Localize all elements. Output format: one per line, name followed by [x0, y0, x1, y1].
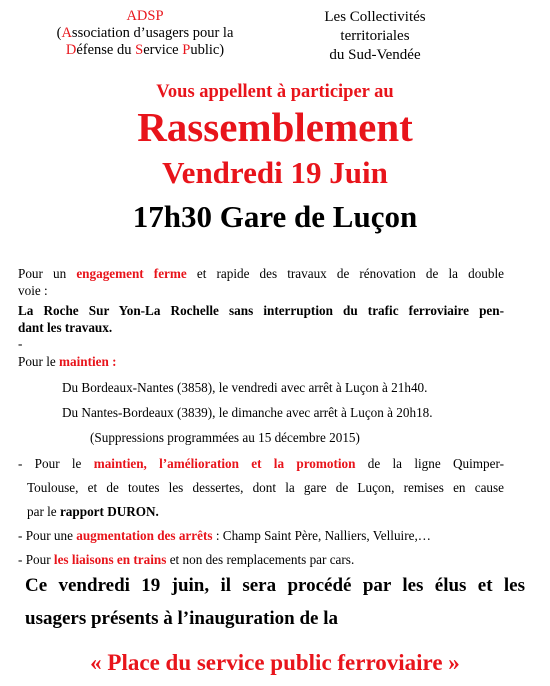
p5-text-b: : Champ Saint Père, Nalliers, Velluire,…	[212, 528, 431, 543]
rapport-duron: rapport DURON.	[59, 504, 159, 519]
closing-line-1: Ce vendredi 19 juin, il sera procédé par les élus et les	[25, 575, 525, 596]
p4-line-3	[27, 503, 504, 520]
train-1: Du Bordeaux-Nantes (3858), le vendredi avec arrêt à Luçon à 21h40.	[62, 380, 428, 395]
p2-line-2: dant les travaux.	[18, 320, 113, 335]
p1-text-b: et rapide des travaux de rénovation de la double	[186, 266, 504, 281]
p5-line	[18, 527, 504, 544]
p2-line-1: La Roche Sur Yon-La Rochelle sans interruption du trafic ferroviaire pen-	[18, 303, 504, 318]
adsp-letter-p: P	[182, 42, 191, 58]
collectivites-line-1: Les Collectivités	[324, 9, 426, 25]
adsp-title: ADSP	[126, 8, 164, 24]
p1-line-2: voie :	[18, 283, 48, 298]
p6-text-b: et non des remplacements par cars.	[166, 552, 355, 567]
collectivites-block	[290, 8, 460, 65]
adsp-line-2	[30, 25, 260, 42]
p1-highlight: engagement ferme	[76, 266, 187, 281]
p6-text-a: - Pour	[18, 552, 54, 567]
p4-text-b: de la ligne Quimper-	[355, 456, 504, 471]
p4-line-2: Toulouse, et de toutes les dessertes, dont la gare de Luçon, remises en cause	[27, 480, 504, 495]
p6-line	[18, 551, 504, 568]
p1-line-1	[18, 265, 504, 282]
p1-text-a: Pour un	[18, 266, 77, 281]
adsp-letter-a: A	[61, 25, 72, 41]
adsp-line3-text-b: ervice	[143, 42, 183, 58]
train-2: Du Nantes-Bordeaux (3839), le dimanche avec arrêt à Luçon à 20h18.	[62, 405, 433, 420]
adsp-line3-text-c: ublic)	[190, 42, 225, 58]
collectivites-line-2: territoriales	[340, 28, 410, 44]
adsp-block	[30, 8, 260, 59]
adsp-paren: (	[56, 25, 62, 41]
p4-highlight: maintien, l’amélioration et la promotion	[93, 456, 356, 471]
adsp-line-3	[30, 42, 260, 59]
p3-highlight: maintien	[59, 354, 109, 369]
appel-heading: Vous appellent à participer au	[156, 82, 394, 102]
rassemblement-heading: Rassemblement	[137, 104, 413, 150]
dash-separator: -	[18, 336, 23, 351]
p3-line	[18, 353, 504, 370]
date-heading: Vendredi 19 Juin	[162, 155, 388, 190]
p4-line3-text: par le	[27, 504, 60, 519]
adsp-line3-text-a: éfense du	[76, 42, 136, 58]
p6-highlight: les liaisons en trains	[53, 552, 167, 567]
p4-text-a: - Pour le	[18, 456, 94, 471]
collectivites-line-3: du Sud-Vendée	[329, 47, 421, 63]
adsp-line2-text: ssociation d’usagers pour la	[71, 25, 234, 41]
time-place-heading: 17h30 Gare de Luçon	[132, 199, 418, 234]
p3-text-a: Pour le	[18, 354, 60, 369]
p5-text-a: - Pour une	[18, 528, 77, 543]
place-name: « Place du service public ferroviaire »	[90, 650, 460, 675]
p4-line-1	[18, 455, 504, 472]
adsp-letter-s: S	[135, 42, 144, 58]
adsp-letter-d: D	[65, 42, 77, 58]
p3-text-b: :	[108, 354, 117, 369]
p5-highlight: augmentation des arrêts	[76, 528, 213, 543]
suppressions-note: (Suppressions programmées au 15 décembre 2015)	[90, 430, 360, 445]
closing-line-2: usagers présents à l’inauguration de la	[25, 608, 338, 629]
